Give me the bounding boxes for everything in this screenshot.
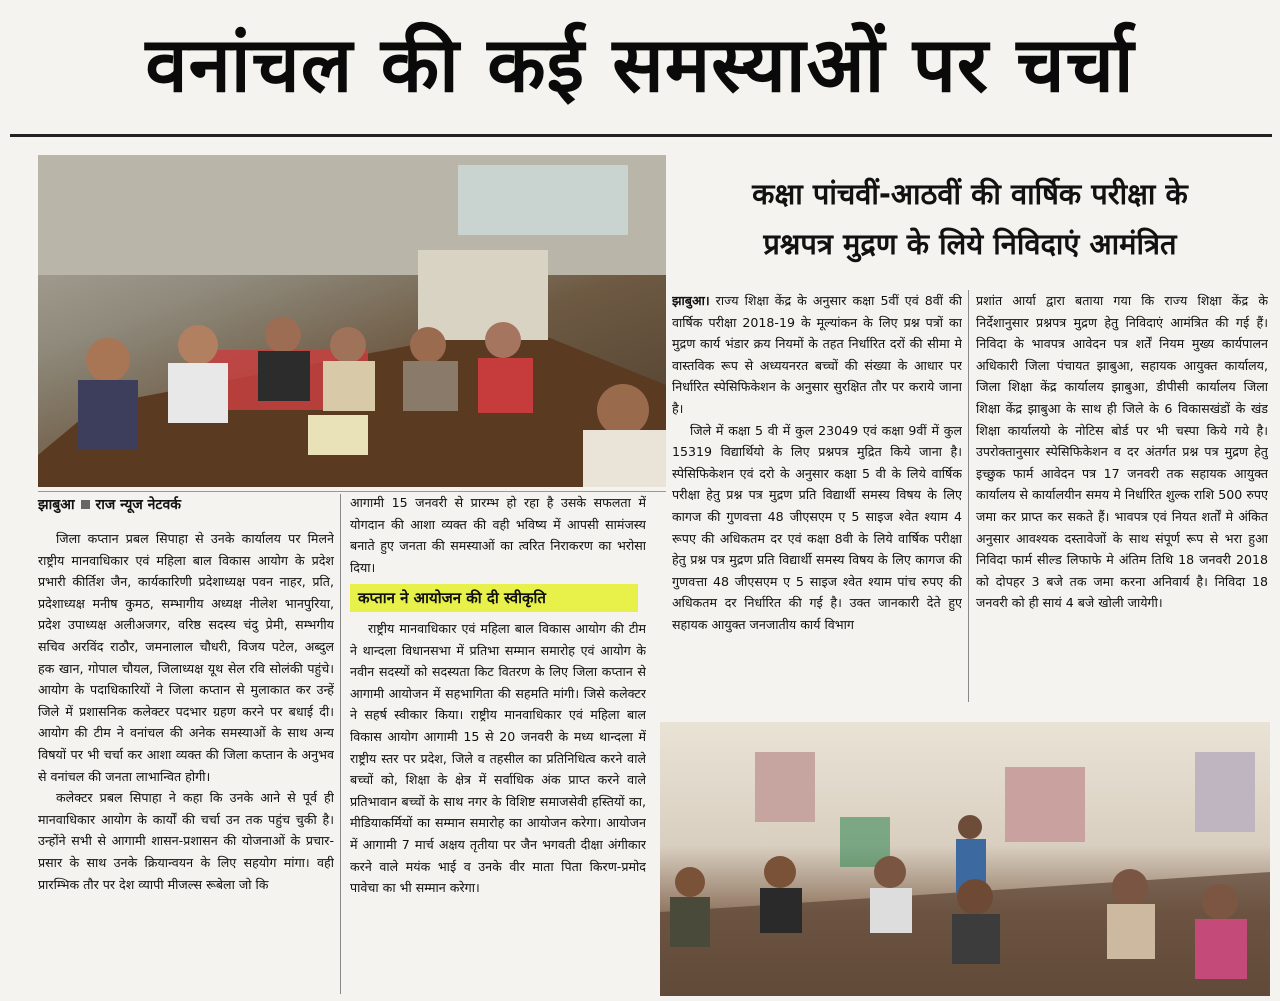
story1-paragraph-2: कलेक्टर प्रबल सिपाहा ने कहा कि उनके आने से पूर्व ही मानवाधिकार आयोग के कार्यों की चर्चा उन तक पहुंच चुकी है। उन्होंने सभी से आगामी शासन-प्रशासन की योजनाओं के प्रचार-प्रसार के साथ उनके क्रियान्वयन के लिए सहयोग मांगा। वही प्रारम्भिक तौर पर देश व्यापी मीजल्स रूबेला जो कि [38,790,334,892]
column-divider [340,494,341,994]
story2-title-line-2: प्रश्नपत्र मुद्रण के लिये निविदाएं आमंत्रित [763,227,1177,261]
byline [38,494,338,516]
story2-paragraph-1-text: राज्य शिक्षा केंद्र के अनुसार कक्षा 5वीं एवं 8वीं की वार्षिक परीक्षा 2018-19 के मूल्यांकन के लिए प्रश्न पत्रों का मुद्रण कार्य भंडार क्रय नियमों के तहत निर्धारित दरों की सीमा मे वास्तविक रूप से अध्ययनरत बच्चों की संख्या के आधार पर निर्धारित स्पेसिफिकेशन के अनुसार सुरक्षित तौर पर कराये जाना है। [672,293,962,416]
story2-column-2 [976,290,1268,710]
story2-column-1 [672,290,962,710]
byline-place: झाबुआ [38,497,75,513]
exam-hall-photo [660,722,1270,996]
main-headline: वनांचल की कई समस्याओं पर चर्चा [145,20,1135,109]
story1-column-1 [38,528,334,993]
meeting-photo [38,155,666,487]
headline-rule [10,134,1272,137]
story2-paragraph-1 [672,290,962,420]
story2-column-divider [968,290,969,702]
story1-subhead: कप्तान ने आयोजन की दी स्वीकृति [350,584,638,612]
story1-paragraph-1: जिला कप्तान प्रबल सिपाहा से उनके कार्यालय पर मिलने राष्ट्रीय मानवाधिकार एवं महिला बाल विकास आयोग के प्रदेश प्रभारी कीर्तिश जैन, कार्यकारिणी प्रदेशाध्यक्ष पवन नाहर, प्रति, प्रदेशाध्यक्ष मनीष कुमठ, सम्भागीय अध्यक्ष नीलेश भानपुरिया, प्रदेश उपाध्यक्ष अलीअजगर, वरिष्ठ सदस्य चंदु प्रेमी, सम्भगीय सचिव अरविंद राठौर, जमनालाल चौधरी, विजय पटेल, अब्दुल हक खान, गोपाल चौयल, जिलाध्यक्ष यूथ सेल रवि सोलंकी पहुंचे। आयोग के पदाधिकारियों ने जिला कप्तान से मुलाकात कर उन्हें जिले में प्रशासनिक कलेक्टर पदभार ग्रहण करने पर बधाई दी। आयोग की टीम ने वनांचल की अनेक समस्याओं के साथ अन्य विषयों पर भी चर्चा कर आशा व्यक्त की जिला कप्तान के अनुभव से वनांचल की जनता लाभान्वित होगी। [38,531,334,784]
story1-continuation: आगामी 15 जनवरी से प्रारम्भ हो रहा है उसके सफलता में योगदान की आशा व्यक्त की वही भविष्य में आपसी सामंजस्य बनाते हुए जनता की समस्याओं का त्वरित निराकरण का भरोसा दिया। [350,495,646,575]
story1-column-2-body [350,618,646,993]
story2-paragraph-2: जिले में कक्षा 5 वी में कुल 23049 एवं कक्षा 9वीं में कुल 15319 विद्यार्थियो के लिए प्रश्नपत्र मुद्रित किये जाना है। स्पेसिफिकेशन एवं दरो के अनुसार कक्षा 5 वी के लिये वार्षिक परीक्षा हेतु प्रश्न पत्र मुद्रण प्रति विद्यार्थी समस्य विषय के लिए कागज की गुणवत्ता 48 जीएसएम ए 5 साइज श्वेत श्याम 4 रूपए की अधिकतम दर एवं कक्षा 8वी के लिये वार्षिक परीक्षा हेतु प्रश्न पत्र मुद्रण प्रति विद्यार्थी समस्य विषय के लिए कागज की गुणवत्ता 48 जीएसएम ए 5 साइज श्वेत श्याम पांच रुपए की अधिकतम दर निर्धारित की गई है। उक्त जानकारी देते हुए सहायक आयुक्त जनजातीय कार्य विभाग [672,422,962,632]
story1-column-2-intro [350,492,646,582]
square-icon [81,500,90,509]
story2-title-line-1: कक्षा पांचवीं-आठवीं की वार्षिक परीक्षा के [752,177,1188,211]
byline-source: राज न्यूज नेटवर्क [95,497,182,513]
story2-paragraph-3: प्रशांत आर्या द्वारा बताया गया कि राज्य शिक्षा केंद्र के निर्देशानुसार प्रश्नपत्र मुद्रण हेतु निविदाएं आमंत्रित की गई हैं। निविदा के भावपत्र आवेदन पत्र शर्तें नियम मुख्य कार्यपालन अधिकारी जिला पंचायत झाबुआ, सहायक आयुक्त कार्यालय, जिला शिक्षा केंद्र कार्यालय झाबुआ, डीपीसी कार्यालय जिला शिक्षा केंद्र झाबुआ के साथ ही जिले के 6 विकासखंडों के खंड शिक्षा कार्यालयो के नोटिस बोर्ड पर भी चस्पा किये गये है। उपरोक्तानुसार स्पेसिफिकेशन व दर अंतर्गत प्रश्न पत्र मुद्रण हेतु इच्छुक फार्म आवेदन पत्र 17 जनवरी तक सहायक आयुक्त कार्यालय से कार्यालयीन समय मे निर्धारित शुल्क राशि 500 रुपए जमा कर प्राप्त कर सकते हैं। भावपत्र एवं नियत शर्तों मे अंकित अनुसार आवश्यक दस्तावेजों के साथ संपूर्ण रूप से भरा हुआ निविदा फार्म सील्ड लिफाफे मे अंतिम तिथि 18 जनवरी 2018 को दोपहर 3 बजे तक जमा करना अनिवार्य है। निविदा 18 जनवरी को ही सायं 4 बजे खोली जायेगी। [976,293,1268,611]
story2-dateline: झाबुआ। [672,293,710,308]
story1-subhead-paragraph: राष्ट्रीय मानवाधिकार एवं महिला बाल विकास आयोग की टीम ने थान्दला विधानसभा में प्रतिभा सम्मान समारोह एवं आयोग के नवीन सदस्यों को सदस्यता किट वितरण के लिए जिला कप्तान से आगामी आयोजन में सहभागिता की सहमति मांगी। जिसे कलेक्टर ने सहर्ष स्वीकार किया। राष्ट्रीय मानवाधिकार एवं महिला बाल विकास आयोग आगामी 15 से 20 जनवरी के मध्य थान्दला में राष्ट्रीय स्तर पर प्रदेश, जिले व तहसील का प्रतिनिधित्व करने वाले बच्चों को, शिक्षा के क्षेत्र में सर्वाधिक अंक प्राप्त करने वाले प्रतिभावान बच्चों के साथ नगर के विशिष्ट समाजसेवी हस्तियों का, मीडियाकर्मियों का सम्मान समारोह का आयोजन करेगा। आयोजन में आगामी 7 मार्च अक्षय तृतीया पर जैन भगवती दीक्षा अंगीकार करने वाले मयंक भाई व उनके वीर माता पिता किरण-प्रमोद पावेचा का भी सम्मान करेगा। [350,621,646,896]
